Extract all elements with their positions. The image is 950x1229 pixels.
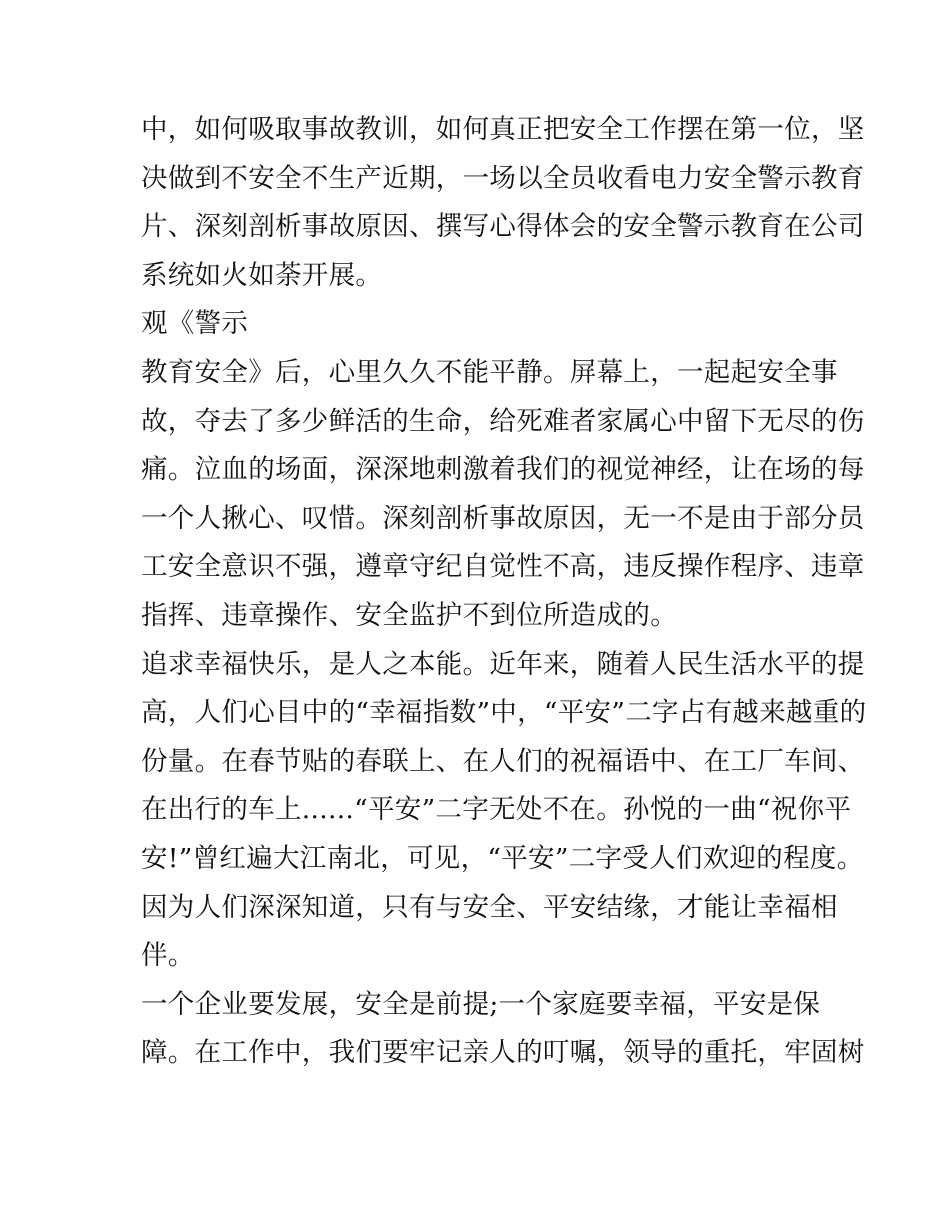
text-line: 一个企业要发展，安全是前提;一个家庭要幸福，平安是保 (141, 988, 821, 1020)
text-line: 一个人揪心、叹惜。深刻剖析事故原因，无一不是由于部分员 (141, 502, 865, 534)
text-line: 系统如火如荼开展。 (141, 259, 383, 291)
text-line: 伴。 (141, 940, 195, 972)
text-line: 份量。在春节贴的春联上、在人们的祝福语中、在工厂车间、 (141, 745, 865, 777)
text-line: 因为人们深深知道，只有与安全、平安结缘，才能让幸福相 (141, 891, 838, 923)
document-body (141, 106, 867, 1078)
text-line: 中，如何吸取事故教训，如何真正把安全工作摆在第一位，坚 (141, 114, 865, 145)
text-line: 障。在工作中，我们要牢记亲人的叮嘱，领导的重托，牢固树 (141, 1037, 865, 1069)
text-line: 痛。泣血的场面，深深地刺激着我们的视觉神经，让在场的每 (141, 454, 865, 486)
text-line: 高，人们心目中的“幸福指数”中，“平安”二字占有越来越重的 (141, 697, 867, 729)
text-line: 工安全意识不强，遵章守纪自觉性不高，违反操作程序、违章 (141, 551, 865, 583)
text-line: 教育安全》后，心里久久不能平静。屏幕上，一起起安全事 (141, 356, 838, 388)
text-line: 观《警示 (141, 308, 249, 340)
text-line: 追求幸福快乐，是人之本能。近年来，随着人民生活水平的提 (141, 648, 865, 680)
text-line: 指挥、违章操作、安全监护不到位所造成的。 (141, 599, 677, 631)
text-line: 在出行的车上......“平安”二字无处不在。孙悦的一曲“祝你平 (141, 794, 852, 826)
text-line: 决做到不安全不生产近期，一场以全员收看电力安全警示教育 (141, 162, 865, 194)
text-line: 故，夺去了多少鲜活的生命，给死难者家属心中留下无尽的伤 (141, 405, 865, 437)
text-line: 片、深刻剖析事故原因、撰写心得体会的安全警示教育在公司 (141, 211, 865, 243)
text-line: 安!”曾红遍大江南北，可见，“平安”二字受人们欢迎的程度。 (141, 842, 864, 874)
